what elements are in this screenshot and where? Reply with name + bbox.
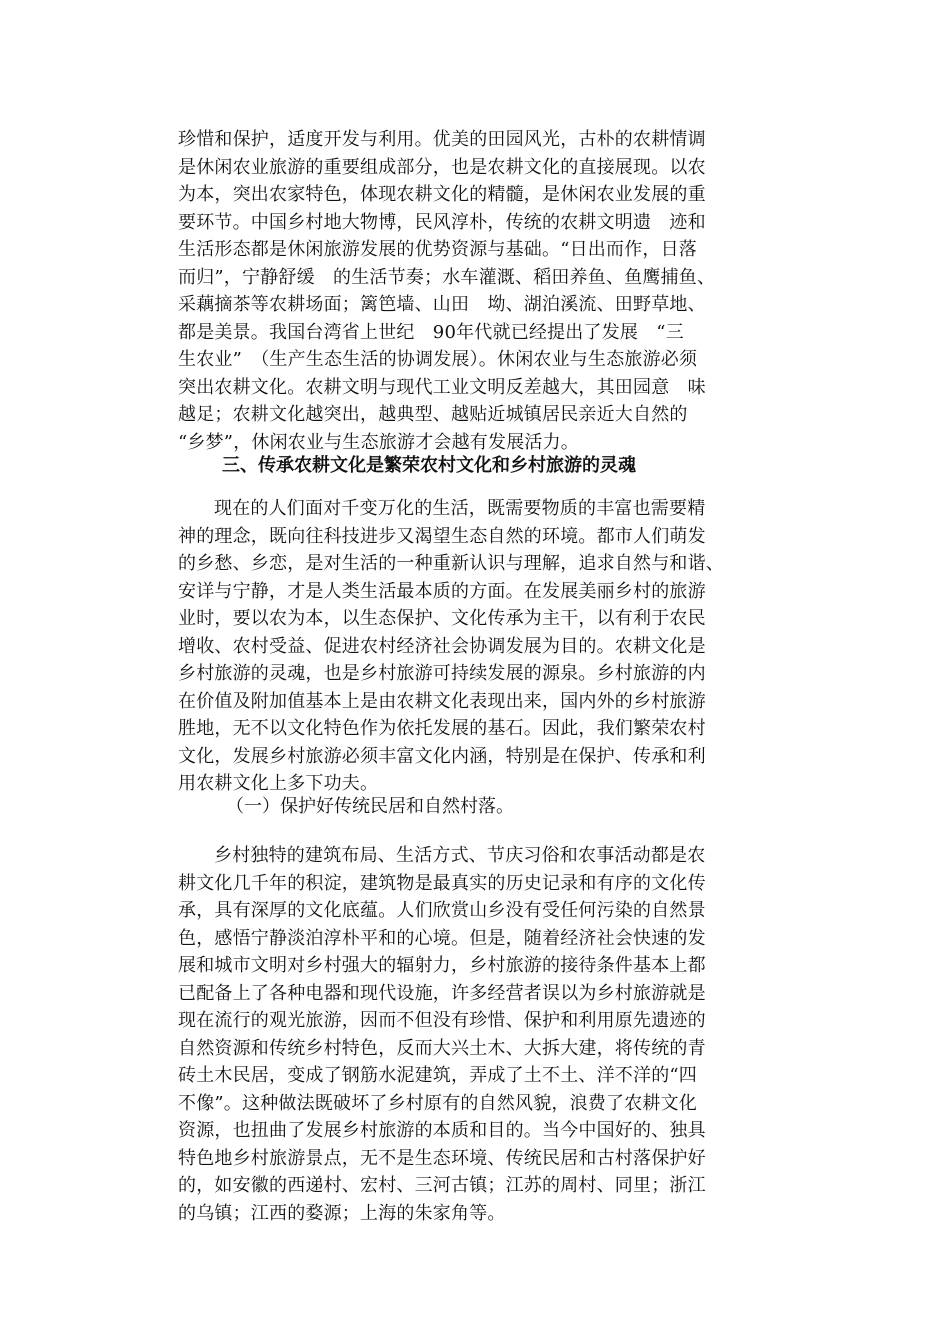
text-line: 现在流行的观光旅游，因而不但没有珍惜、保护和利用原先遗迹的 — [178, 1010, 706, 1031]
text-line: 耕文化几千年的积淀，建筑物是最真实的历史记录和有序的文化传 — [178, 872, 706, 894]
text-line: 色，感悟宁静淡泊淳朴平和的心境。但是，随着经济社会快速的发 — [178, 927, 706, 949]
text-line: 神的理念，既向往科技进步又渴望生态自然的环境。都市人们萌发 — [178, 525, 706, 547]
text-line: 在价值及附加值基本上是由农耕文化表现出来，国内外的乡村旅游 — [178, 690, 706, 712]
text-line: 的，如安徽的西递村、宏村、三河古镇；江苏的周村、同里；浙江 — [178, 1175, 706, 1196]
text-line: 的乌镇；江西的婺源；上海的朱家角等。 — [178, 1202, 506, 1224]
text-line: 乡村独特的建筑布局、生活方式、节庆习俗和农事活动都是农 — [214, 845, 706, 866]
text-line: 为本，突出农家特色，体现农耕文化的精髓，是休闲农业发展的重 — [178, 184, 706, 205]
text-line: 都是美景。我国台湾省上世纪 90年代就已经提出了发展 “三 — [178, 321, 684, 343]
section-heading: 三、传承农耕文化是繁荣农村文化和乡村旅游的灵魂 — [222, 455, 636, 476]
text-line: 安详与宁静，才是人类生活最本质的方面。在发展美丽乡村的旅游 — [178, 580, 706, 602]
text-line: 业时，要以农为本，以生态保护、文化传承为主干，以有利于农民 — [178, 608, 706, 629]
text-line: 特色地乡村旅游景点，无不是生态环境、传统民居和古村落保护好 — [178, 1147, 706, 1169]
text-line: 珍惜和保护，适度开发与利用。优美的田园风光，古朴的农耕情调 — [178, 129, 706, 150]
text-line: “乡梦”，休闲农业与生态旅游才会越有发展活力。 — [178, 431, 580, 453]
text-line: 砖土木民居，变成了钢筋水泥建筑，弄成了土不土、洋不洋的“四 — [178, 1065, 697, 1086]
text-line: 胜地，无不以文化特色作为依托发展的基石。因此，我们繁荣农村 — [178, 718, 706, 739]
text-line: 用农耕文化上多下功夫。 — [178, 773, 379, 794]
text-line: 资源，也扭曲了发展乡村旅游的本质和目的。当今中国好的、独具 — [178, 1120, 706, 1141]
text-line: 的乡愁、乡恋，是对生活的一种重新认识与理解，追求自然与和谐、 — [178, 553, 724, 574]
paragraph-culture-soul — [178, 495, 778, 798]
text-line: 而归”，宁静舒缓 的生活节奏；水车灌溉、稻田养鱼、鱼鹰捕鱼、 — [178, 266, 716, 288]
paragraph-continued — [178, 126, 778, 456]
text-line: 采藕摘茶等农耕场面；篱笆墙、山田 坳、湖泊溪流、田野草地、 — [178, 294, 706, 315]
text-line: 现在的人们面对千变万化的生活，既需要物质的丰富也需要精 — [214, 498, 706, 519]
text-line: 是休闲农业旅游的重要组成部分，也是农耕文化的直接展现。以农 — [178, 156, 706, 178]
text-line: 突出农耕文化。农耕文明与现代工业文明反差越大，其田园意 味 — [178, 376, 706, 398]
text-line: 自然资源和传统乡村特色，反而大兴土木、大拆大建，将传统的青 — [178, 1037, 706, 1059]
text-line: 生活形态都是休闲旅游发展的优势资源与基础。“日出而作，日落 — [178, 239, 697, 260]
text-line: 展和城市文明对乡村强大的辐射力，乡村旅游的接待条件基本上都 — [178, 955, 706, 976]
text-line: 增收、农村受益、促进农村经济社会协调发展为目的。农耕文化是 — [178, 635, 706, 657]
text-line: 承，具有深厚的文化底蕴。人们欣赏山乡没有受任何污染的自然景 — [178, 900, 706, 921]
text-line: 文化，发展乡村旅游必须丰富文化内涵，特别是在保护、传承和利 — [178, 745, 706, 767]
text-line: 已配备上了各种电器和现代设施，许多经营者误以为乡村旅游就是 — [178, 982, 706, 1004]
paragraph-traditional-dwellings — [178, 842, 778, 1227]
text-line: 越足；农耕文化越突出，越典型、越贴近城镇居民亲近大自然的 — [178, 404, 688, 425]
text-line: 不像”。这种做法既破坏了乡村原有的自然风貌，浪费了农耕文化 — [178, 1092, 697, 1114]
subsection-heading: （一）保护好传统民居和自然村落。 — [226, 796, 514, 817]
text-line: 乡村旅游的灵魂，也是乡村旅游可持续发展的源泉。乡村旅游的内 — [178, 663, 706, 684]
text-line: 要环节。中国乡村地大物博，民风淳朴，传统的农耕文明遗 迹和 — [178, 211, 706, 233]
text-line: 生农业” （生产生态生活的协调发展）。休闲农业与生态旅游必须 — [178, 349, 698, 370]
